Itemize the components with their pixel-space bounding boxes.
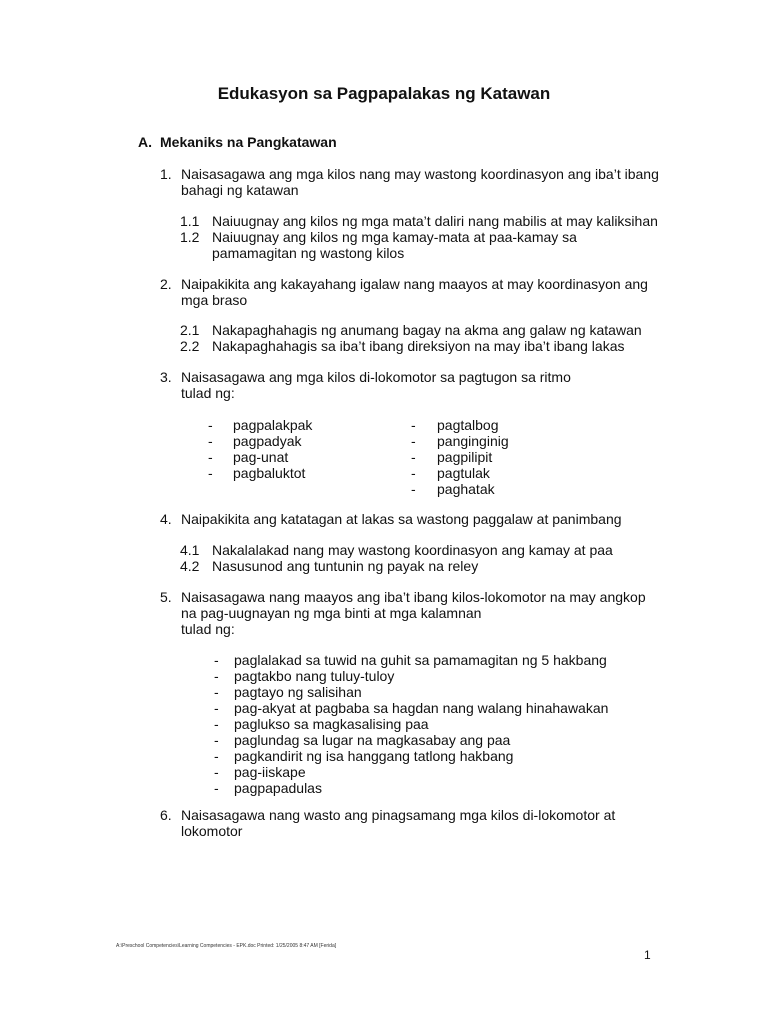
item-text-line: Naisasagawa ang mga kilos nang may wastong koordinasyon ang iba’t ibang: [181, 166, 659, 182]
footer-file-path: A:\Preschool Competencies\Learning Competencies - EPK.doc Printed: 1/25/2005 8:47 AM [Ferida]: [116, 943, 337, 949]
item-number: 1.: [160, 166, 172, 182]
list-item-text: paglundag sa lugar na magkasabay ang paa: [234, 732, 511, 748]
list-item-text: paglalakad sa tuwid na guhit sa pamamagitan ng 5 hakbang: [234, 652, 607, 668]
list-item: [411, 449, 561, 465]
list-item: [214, 732, 634, 748]
subitem-number: 2.1: [180, 322, 200, 338]
list-item: [214, 716, 634, 732]
item-number: 4.: [160, 511, 172, 527]
bullet-dash: -: [214, 748, 219, 764]
page-number: 1: [644, 948, 651, 962]
section-label: Mekaniks na Pangkatawan: [160, 134, 337, 150]
bullet-dash: -: [208, 449, 213, 465]
bullet-dash: -: [411, 417, 416, 433]
bullet-dash: -: [214, 684, 219, 700]
list-item-text: pagpadyak: [233, 433, 302, 449]
list-item-text: pagkandirit ng isa hanggang tatlong hakbang: [234, 748, 514, 764]
item-text-line: Naisasagawa nang wasto ang pinagsamang mga kilos di-lokomotor at: [181, 807, 616, 823]
list-item-text: pagtalbog: [437, 417, 499, 433]
list-item-text: panginginig: [437, 433, 509, 449]
item-number: 6.: [160, 807, 172, 823]
bullet-dash: -: [214, 700, 219, 716]
subitem-text-line: Nakapaghahagis sa iba’t ibang direksiyon na may iba’t ibang lakas: [212, 338, 625, 354]
list-item: [214, 748, 634, 764]
bullet-dash: -: [208, 417, 213, 433]
list-item: [214, 668, 634, 684]
bullet-dash: -: [214, 652, 219, 668]
bullet-dash: -: [214, 732, 219, 748]
item-number: 3.: [160, 369, 172, 385]
subitem-number: 1.1: [180, 213, 200, 229]
list-item: [411, 481, 561, 497]
subitem-number: 4.2: [180, 558, 200, 574]
bullet-dash: -: [411, 481, 416, 497]
subitem-number: 4.1: [180, 542, 200, 558]
list-item-text: pagtulak: [437, 465, 490, 481]
item-number: 2.: [160, 276, 172, 292]
list-item: [208, 433, 378, 449]
subitem-number: 1.2: [180, 229, 200, 245]
subitem-text-line: Nakalalakad nang may wastong koordinasyon ang kamay at paa: [212, 542, 613, 558]
bullet-dash: -: [214, 780, 219, 796]
list-item-text: pagbaluktot: [233, 465, 306, 481]
list-item-text: pagtayo ng salisihan: [234, 684, 362, 700]
list-item-text: paghatak: [437, 481, 495, 497]
movement-list-left: [208, 417, 378, 481]
item-text-line: mga braso: [181, 292, 248, 308]
movement-list-right: [411, 417, 561, 497]
subitem-text-line: Naiuugnay ang kilos ng mga kamay-mata at paa-kamay sa: [212, 229, 577, 245]
list-item: [214, 700, 634, 716]
item-text-line: Naipakikita ang katatagan at lakas sa wastong paggalaw at panimbang: [181, 511, 622, 527]
list-item-text: pagpilipit: [437, 449, 493, 465]
item-text-line: Naisasagawa ang mga kilos di-lokomotor sa pagtugon sa ritmo: [181, 369, 571, 385]
list-item: [214, 780, 634, 796]
subitem-text-line: pamamagitan ng wastong kilos: [212, 245, 405, 261]
list-item: [208, 449, 378, 465]
list-item: [214, 652, 634, 668]
item-text-line: Naipakikita ang kakayahang igalaw nang maayos at may koordinasyon ang: [181, 276, 648, 292]
item-text-line: lokomotor: [181, 823, 243, 839]
subitem-number: 2.2: [180, 338, 200, 354]
list-item-text: pag-akyat at pagbaba sa hagdan nang walang hinahawakan: [234, 700, 609, 716]
item-text-line: tulad ng:: [181, 621, 235, 637]
list-item: [214, 764, 634, 780]
bullet-dash: -: [214, 716, 219, 732]
list-item: [208, 465, 378, 481]
bullet-dash: -: [411, 465, 416, 481]
list-item-text: pagpalakpak: [233, 417, 313, 433]
section-heading: [138, 134, 337, 150]
document-title: Edukasyon sa Pagpapalakas ng Katawan: [217, 84, 551, 103]
item-text-line: na pag-uugnayan ng mga binti at mga kalamnan: [181, 605, 482, 621]
list-item: [208, 417, 378, 433]
list-item-text: pag-iiskape: [234, 764, 306, 780]
item-text-line: Naisasagawa nang maayos ang iba’t ibang kilos-lokomotor na may angkop: [181, 589, 646, 605]
subitem-text-line: Nasusunod ang tuntunin ng payak na reley: [212, 558, 479, 574]
item-text-line: tulad ng:: [181, 385, 235, 401]
list-item: [411, 417, 561, 433]
list-item-text: pag-unat: [233, 449, 289, 465]
list-item: [411, 465, 561, 481]
list-item-text: pagtakbo nang tuluy-tuloy: [234, 668, 395, 684]
list-item: [214, 684, 634, 700]
bullet-dash: -: [208, 465, 213, 481]
list-item: [411, 433, 561, 449]
bullet-dash: -: [214, 764, 219, 780]
list-item-text: paglukso sa magkasalising paa: [234, 716, 429, 732]
list-item-text: pagpapadulas: [234, 780, 322, 796]
subitem-text-line: Nakapaghahagis ng anumang bagay na akma ang galaw ng katawan: [212, 322, 642, 338]
locomotor-list: [214, 652, 634, 796]
bullet-dash: -: [411, 449, 416, 465]
item-text-line: bahagi ng katawan: [181, 182, 299, 198]
bullet-dash: -: [411, 433, 416, 449]
bullet-dash: -: [208, 433, 213, 449]
bullet-dash: -: [214, 668, 219, 684]
subitem-text-line: Naiuugnay ang kilos ng mga mata’t daliri nang mabilis at may kaliksihan: [212, 213, 658, 229]
section-letter: A.: [138, 134, 152, 150]
item-number: 5.: [160, 589, 172, 605]
